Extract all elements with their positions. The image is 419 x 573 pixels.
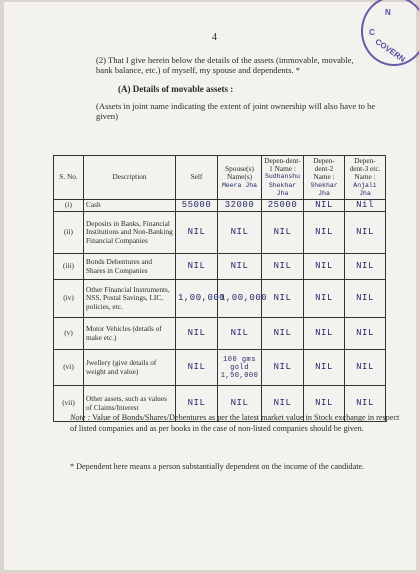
table-row xyxy=(54,350,386,386)
header-description: Description xyxy=(84,156,176,200)
movable-assets-table xyxy=(53,155,386,422)
cell-spouse: NIL xyxy=(218,318,262,350)
cell-dependent-3: NIL xyxy=(345,318,386,350)
cell-spouse: NIL xyxy=(218,386,262,422)
cell-spouse: NIL xyxy=(218,254,262,280)
section-title: (A) Details of movable assets : xyxy=(118,84,234,94)
cell-dependent-1: NIL xyxy=(262,212,304,254)
section-note: (Assets in joint name indicating the extent of joint ownership will also have to be given) xyxy=(96,101,376,121)
header-sno: S. No. xyxy=(54,156,84,200)
cell-sno: (vi) xyxy=(54,350,84,386)
cell-self: NIL xyxy=(176,254,218,280)
cell-description: Deposits in Banks, Financial Institutions and Non-Banking Financial Companies xyxy=(84,212,176,254)
cell-dependent-1: NIL xyxy=(262,254,304,280)
cell-spouse: 32000 xyxy=(218,200,262,212)
cell-dependent-2: NIL xyxy=(304,280,345,318)
official-seal-stamp xyxy=(361,0,419,66)
cell-sno: (i) xyxy=(54,200,84,212)
cell-self: NIL xyxy=(176,350,218,386)
dependent-1-name-handwritten: Sudhanshu Shekhar Jha xyxy=(264,173,301,197)
dependent-3-name-handwritten: Anjali Jha xyxy=(353,181,377,197)
cell-sno: (vii) xyxy=(54,386,84,422)
cell-spouse: NIL xyxy=(218,212,262,254)
table-row xyxy=(54,200,386,212)
cell-dependent-2: NIL xyxy=(304,212,345,254)
page-number: 4 xyxy=(212,32,217,43)
table-row xyxy=(54,318,386,350)
header-dependent-3 xyxy=(345,156,386,200)
cell-dependent-2: NIL xyxy=(304,350,345,386)
cell-dependent-1: NIL xyxy=(262,318,304,350)
cell-spouse: 100 gms gold 1,50,000 xyxy=(218,350,262,386)
cell-dependent-3: NIL xyxy=(345,212,386,254)
seal-text-bottom: COVERN xyxy=(373,36,407,65)
note-text: Value of Bonds/Shares/Debentures as per the latest market value in Stock exchange in respect of listed companies and as per books in the case of non-listed companies should be given. xyxy=(70,413,400,433)
cell-dependent-2: NIL xyxy=(304,386,345,422)
cell-description: Motor Vehicles (details of make etc.) xyxy=(84,318,176,350)
cell-sno: (iv) xyxy=(54,280,84,318)
table-row xyxy=(54,212,386,254)
affidavit-page xyxy=(4,2,416,570)
cell-dependent-1: NIL xyxy=(262,280,304,318)
dependent-2-name-handwritten: Shekhar Jha xyxy=(310,181,338,197)
cell-dependent-3: NIL xyxy=(345,386,386,422)
table-header-row xyxy=(54,156,386,200)
header-spouse xyxy=(218,156,262,200)
header-self: Self xyxy=(176,156,218,200)
intro-paragraph: (2) That I give herein below the details of the assets (immovable, movable, bank balance, etc.) of myself, my spouse and dependents. * xyxy=(96,55,354,75)
cell-self: 55000 xyxy=(176,200,218,212)
seal-letter-side: C xyxy=(369,28,375,37)
cell-description: Bonds Debentures and Shares in Companies xyxy=(84,254,176,280)
cell-dependent-1: NIL xyxy=(262,386,304,422)
cell-sno: (v) xyxy=(54,318,84,350)
cell-dependent-2: NIL xyxy=(304,254,345,280)
cell-dependent-2: NIL xyxy=(304,318,345,350)
cell-sno: (ii) xyxy=(54,212,84,254)
dependent-footnote: * Dependent here means a person substantially dependent on the income of the candidate. xyxy=(70,462,365,471)
spouse-name-handwritten: Meera Jha xyxy=(221,181,258,189)
cell-self: NIL xyxy=(176,318,218,350)
header-spouse-label: Spouse(s) Name(s) xyxy=(225,164,254,182)
cell-self: NIL xyxy=(176,212,218,254)
cell-sno: (iii) xyxy=(54,254,84,280)
table-row xyxy=(54,280,386,318)
cell-dependent-3: NIL xyxy=(345,280,386,318)
cell-description: Other assets, such as values of Claims/Interest xyxy=(84,386,176,422)
header-dependent-2 xyxy=(304,156,345,200)
cell-spouse: 1,00,000 xyxy=(218,280,262,318)
note-paragraph xyxy=(70,412,402,434)
cell-description: Jwellery (give details of weight and value) xyxy=(84,350,176,386)
header-dependent-3-label: Depen-dent-3 etc. Name : xyxy=(349,156,381,182)
cell-dependent-1: NIL xyxy=(262,350,304,386)
cell-self: 1,00,000 xyxy=(176,280,218,318)
header-dependent-1-label: Depen-dent-1 Name : xyxy=(264,156,301,174)
cell-dependent-1: 25000 xyxy=(262,200,304,212)
cell-self: NIL xyxy=(176,386,218,422)
table-row xyxy=(54,254,386,280)
seal-letter-top: N xyxy=(385,8,391,17)
cell-description: Other Financial Instruments, NSS, Postal Savings, LIC, policies, etc. xyxy=(84,280,176,318)
cell-dependent-2: NIL xyxy=(304,200,345,212)
cell-dependent-3: Nil xyxy=(345,200,386,212)
cell-dependent-3: NIL xyxy=(345,350,386,386)
note-label: Note : xyxy=(70,413,91,422)
cell-description: Cash xyxy=(84,200,176,212)
header-dependent-2-label: Depen-dent-2 Name : xyxy=(313,156,335,182)
cell-dependent-3: NIL xyxy=(345,254,386,280)
header-dependent-1 xyxy=(262,156,304,200)
